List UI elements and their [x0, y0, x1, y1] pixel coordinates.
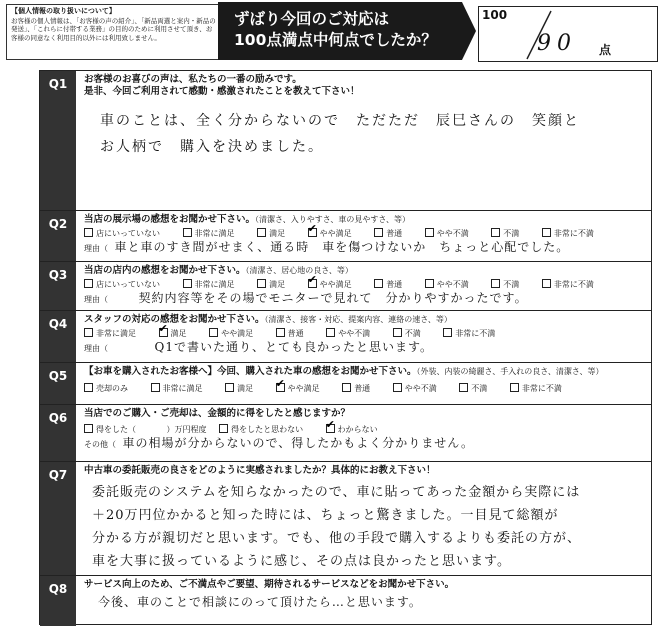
checkbox-icon[interactable]	[374, 228, 383, 237]
option-somewhat-satisfied[interactable]: ✔ やや満足	[308, 279, 352, 290]
checkbox-icon[interactable]	[257, 228, 266, 237]
checkbox-icon[interactable]	[491, 228, 500, 237]
option-very-dissatisfied[interactable]: 非常に不満	[542, 228, 594, 239]
question-prompt-2: 是非、今回ご利用されて感動・感激されたことを教えて下さい！	[84, 86, 360, 97]
checkbox-icon[interactable]	[257, 279, 266, 288]
question-label: Q4	[40, 311, 76, 362]
checkbox-icon[interactable]	[542, 279, 551, 288]
score-max: 100	[482, 8, 508, 22]
question-label: Q5	[40, 363, 76, 404]
checked-checkbox-icon[interactable]	[276, 383, 285, 392]
checkbox-icon[interactable]	[276, 328, 285, 337]
reason-answer[interactable]: 車と車のすき間がせまく、通る時 車を傷つけないか ちょっと心配でした。	[114, 240, 570, 254]
checkbox-icon[interactable]	[84, 383, 93, 392]
option-not-visited[interactable]: 店にいっていない	[84, 228, 160, 239]
score-box	[478, 6, 658, 62]
option-neutral[interactable]: 普通	[374, 279, 402, 290]
option-somewhat-satisfied[interactable]: ✔ やや満足	[308, 228, 352, 239]
reason-label: 理由（	[84, 295, 108, 304]
option-satisfied[interactable]: ✔ 満足	[159, 328, 187, 339]
option-gain-amount[interactable]: ）万円程度	[166, 425, 207, 434]
checkbox-icon[interactable]	[425, 228, 434, 237]
option-somewhat-dissatisfied[interactable]: やや不満	[326, 328, 370, 339]
question-prompt: サービス向上のため、ご不満点やご要望、期待されるサービスなどをお聞かせ下さい。	[84, 579, 455, 590]
checked-checkbox-icon[interactable]	[308, 228, 317, 237]
checkbox-icon[interactable]	[342, 383, 351, 392]
option-neutral[interactable]: 普通	[276, 328, 304, 339]
score-question-banner	[218, 2, 462, 60]
question-row-q4	[40, 310, 651, 362]
option-somewhat-satisfied[interactable]: ✔ やや満足	[276, 383, 320, 394]
question-row-q8	[40, 575, 651, 626]
value-options	[84, 424, 647, 435]
question-prompt: 当店の店内の感想をお聞かせ下さい。	[84, 265, 246, 276]
checkbox-icon[interactable]	[510, 383, 519, 392]
rating-options	[84, 383, 647, 394]
other-answer[interactable]: 車の相場が分からないので、得したかもよく分かりません。	[122, 436, 475, 450]
option-very-satisfied[interactable]: 非常に満足	[183, 228, 235, 239]
option-dissatisfied[interactable]: 不満	[393, 328, 421, 339]
answer-line-2[interactable]: お人柄で 購入を決めました。	[100, 139, 324, 155]
checkbox-icon[interactable]	[374, 279, 383, 288]
checkbox-icon[interactable]	[393, 328, 402, 337]
question-label: Q2	[40, 211, 76, 261]
privacy-title: 【個人情報の取り扱いについて】	[11, 7, 116, 15]
reason-label: 理由（	[84, 344, 108, 353]
option-satisfied[interactable]: 満足	[257, 279, 285, 290]
answer-line-1[interactable]: 車のことは、全く分からないので ただただ 辰巳さんの 笑顔と	[100, 113, 580, 129]
question-prompt: 【お車を購入されたお客様へ】今回、購入された車の感想をお聞かせ下さい。	[84, 366, 417, 377]
checked-checkbox-icon[interactable]	[308, 279, 317, 288]
reason-answer[interactable]: Q1で書いた通り、とても良かったと思います。	[154, 340, 434, 354]
reason-label: 理由（	[84, 244, 108, 253]
checkbox-icon[interactable]	[225, 383, 234, 392]
checked-checkbox-icon[interactable]	[159, 328, 168, 337]
banner-arrow-icon	[462, 2, 476, 60]
question-hint: （清潔さ、接客・対応、提案内容、連絡の速さ、等）	[264, 315, 452, 324]
option-somewhat-dissatisfied[interactable]: やや不満	[425, 228, 469, 239]
option-very-dissatisfied[interactable]: 非常に不満	[542, 279, 594, 290]
question-row-q2	[40, 210, 651, 261]
checkbox-icon[interactable]	[326, 328, 335, 337]
checkbox-icon[interactable]	[151, 383, 160, 392]
option-unknown[interactable]: ✔ わからない	[326, 424, 378, 435]
option-gained[interactable]: 得をした（	[84, 424, 136, 435]
question-prompt: 当店でのご購入・ご売却は、金額的に得をしたと感じますか？	[84, 408, 351, 419]
rating-options	[84, 328, 647, 339]
checkbox-icon[interactable]	[393, 383, 402, 392]
option-no-gain[interactable]: 得をしたと思わない	[219, 424, 303, 435]
privacy-text: お客様の個人情報は、「お客様の声の紹介」、「新品両選と案内・新品の発送」、「これらに付帯する業務」の目的のために利用させて頂き、お客様の同意なく利用目的以外には利用致しません。	[11, 16, 216, 42]
privacy-notice	[6, 4, 222, 60]
option-very-dissatisfied[interactable]: 非常に不満	[510, 383, 562, 394]
checkbox-icon[interactable]	[443, 328, 452, 337]
option-satisfied[interactable]: 満足	[225, 383, 253, 394]
checkbox-icon[interactable]	[84, 228, 93, 237]
option-very-satisfied[interactable]: 非常に満足	[183, 279, 235, 290]
checkbox-icon[interactable]	[183, 228, 192, 237]
question-row-q3	[40, 261, 651, 310]
option-somewhat-dissatisfied[interactable]: やや不満	[425, 279, 469, 290]
checkbox-icon[interactable]	[542, 228, 551, 237]
rating-options	[84, 228, 647, 239]
option-satisfied[interactable]: 満足	[257, 228, 285, 239]
option-not-visited[interactable]: 店にいっていない	[84, 279, 160, 290]
question-prompt: スタッフの対応の感想をお聞かせ下さい。	[84, 314, 265, 325]
question-label: Q7	[40, 462, 76, 575]
checkbox-icon[interactable]	[425, 279, 434, 288]
checkbox-icon[interactable]	[219, 424, 228, 433]
checkbox-icon[interactable]	[459, 383, 468, 392]
question-label: Q1	[40, 71, 76, 210]
reason-answer[interactable]: 契約内容等をその場でモニターで見れて 分かりやすかったです。	[138, 291, 528, 305]
answer-line-1[interactable]: 今後、車のことで相談にのって頂けたら…と思います。	[98, 595, 422, 609]
question-row-q5	[40, 362, 651, 404]
survey-table	[39, 70, 652, 625]
option-somewhat-dissatisfied[interactable]: やや不満	[393, 383, 437, 394]
checkbox-icon[interactable]	[84, 328, 93, 337]
question-label: Q3	[40, 262, 76, 310]
answer-line-2[interactable]: ＋20万円位かかると知った時には、ちょっと驚きました。一目見て総額が	[92, 508, 559, 523]
checkbox-icon[interactable]	[491, 279, 500, 288]
checked-checkbox-icon[interactable]	[326, 424, 335, 433]
option-somewhat-satisfied[interactable]: やや満足	[209, 328, 253, 339]
question-row-q6	[40, 404, 651, 461]
checkbox-icon[interactable]	[84, 279, 93, 288]
option-neutral[interactable]: 普通	[342, 383, 370, 394]
score-value[interactable]: 90	[537, 31, 577, 56]
option-dissatisfied[interactable]: 不満	[491, 228, 519, 239]
question-hint: （外装、内装の綺麗さ、手入れの良さ、清潔さ、等）	[416, 367, 604, 376]
question-label: Q8	[40, 576, 76, 626]
option-dissatisfied[interactable]: 不満	[491, 279, 519, 290]
answer-line-1[interactable]: 委託販売のシステムを知らなかったので、車に貼ってあった金額から実際には	[92, 485, 581, 500]
answer-line-3[interactable]: 分かる方が親切だと思います。でも、他の手段で購入するよりも委託の方が、	[92, 531, 581, 546]
rating-options	[84, 279, 647, 290]
option-sale-only[interactable]: 売却のみ	[84, 383, 128, 394]
option-very-satisfied[interactable]: 非常に満足	[84, 328, 136, 339]
option-neutral[interactable]: 普通	[374, 228, 402, 239]
checkbox-icon[interactable]	[209, 328, 218, 337]
score-unit: 点	[599, 43, 612, 57]
option-dissatisfied[interactable]: 不満	[459, 383, 487, 394]
question-label: Q6	[40, 405, 76, 461]
question-row-q1	[40, 71, 651, 210]
question-prompt: 中古車の委託販売の良さをどのように実感されましたか？具体的にお教え下さい！	[84, 465, 436, 476]
question-hint: （清潔さ、入りやすさ、車の見やすさ、等）	[255, 215, 411, 224]
banner-line-1: ずばり今回のご対応は	[234, 10, 390, 28]
banner-line-2: 100点満点中何点でしたか？	[234, 31, 437, 49]
checkbox-icon[interactable]	[84, 424, 93, 433]
question-prompt: 当店の展示場の感想をお聞かせ下さい。	[84, 214, 256, 225]
checkbox-icon[interactable]	[183, 279, 192, 288]
option-very-dissatisfied[interactable]: 非常に不満	[443, 328, 495, 339]
other-label: その他（	[84, 440, 116, 449]
question-row-q7	[40, 461, 651, 575]
question-prompt: お客様のお喜びの声は、私たちの一番の励みです。	[84, 74, 302, 85]
option-very-satisfied[interactable]: 非常に満足	[151, 383, 203, 394]
answer-line-4[interactable]: 車を大事に扱っているように感じ、その点は良かったと思います。	[92, 554, 511, 569]
question-hint: （清潔さ、居心地の良さ、等）	[245, 266, 353, 275]
